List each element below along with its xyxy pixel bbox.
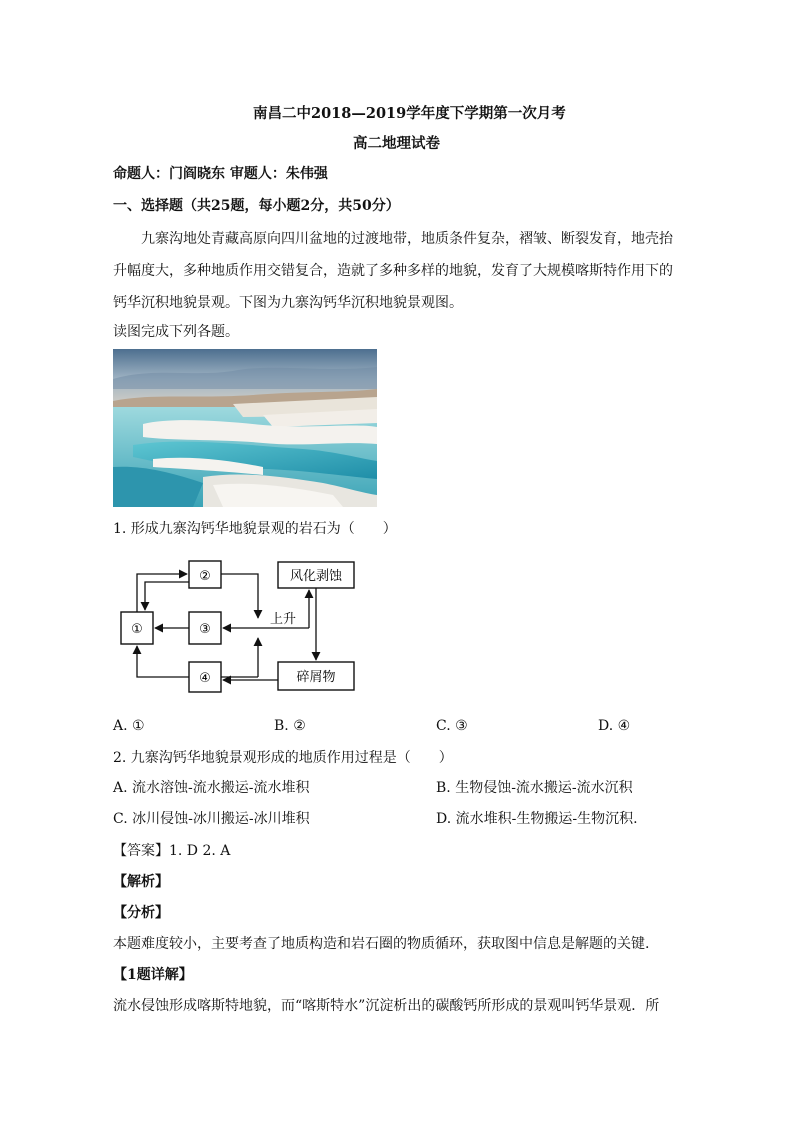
fenxi-text: 本题难度较小，主要考查了地质构造和岩石圈的物质循环，获取图中信息是解题的关键. <box>113 936 650 952</box>
intro-line-2: 升幅度大，多种地质作用交错复合，造就了多种多样的地貌，发育了大规模喀斯特作用下的 <box>113 263 673 279</box>
fenxi-label: 【分析】 <box>113 905 169 921</box>
question-1-option-d: D. ④ <box>598 718 631 734</box>
travertine-landscape-photo <box>113 349 377 507</box>
detail-text: 流水侵蚀形成喀斯特地貌，而“喀斯特水”沉淀析出的碳酸钙所形成的景观叫钙华景观．所 <box>113 998 660 1014</box>
question-2-option-a: A. 流水溶蚀-流水搬运-流水堆积 <box>113 780 310 796</box>
question-2-stem: 2. 九寨沟钙华地貌景观形成的地质作用过程是（ ） <box>113 750 453 766</box>
analysis-label: 【解析】 <box>113 874 169 890</box>
intro-line-1: 九寨沟地处青藏高原向四川盆地的过渡地带，地质条件复杂，褶皱、断裂发育，地壳抬 <box>141 231 673 247</box>
subject-title: 高二地理试卷 <box>353 135 440 152</box>
instruction-line: 读图完成下列各题。 <box>113 324 239 340</box>
authors-line: 命题人：门阎晓东 审题人：朱伟强 <box>113 166 328 182</box>
answer-line: 【答案】1. D 2. A <box>113 843 231 859</box>
uplift-label: 上升 <box>269 612 297 627</box>
exam-title: 南昌二中2018—2019学年度下学期第一次月考 <box>253 105 566 122</box>
rock-cycle-diagram <box>113 550 363 700</box>
question-2-option-d: D. 流水堆积-生物搬运-生物沉积. <box>436 811 638 827</box>
section-heading: 一、选择题（共25题，每小题2分，共50分） <box>113 198 400 214</box>
node-4-label: ④ <box>199 671 211 686</box>
question-2-option-b: B. 生物侵蚀-流水搬运-流水沉积 <box>436 780 633 796</box>
question-1-option-c: C. ③ <box>436 718 468 734</box>
node-1-label: ① <box>131 622 143 637</box>
debris-label: 碎屑物 <box>296 670 336 685</box>
weathering-label: 风化剥蚀 <box>289 569 343 584</box>
question-2-option-c: C. 冰川侵蚀-冰川搬运-冰川堆积 <box>113 811 310 827</box>
question-1-stem: 1. 形成九寨沟钙华地貌景观的岩石为（ ） <box>113 521 397 537</box>
question-1-option-b: B. ② <box>274 718 306 734</box>
node-3-label: ③ <box>199 622 211 637</box>
node-2-label: ② <box>199 569 211 584</box>
question-1-option-a: A. ① <box>113 718 145 734</box>
detail-label: 【1题详解】 <box>113 967 193 983</box>
intro-line-3: 钙华沉积地貌景观。下图为九寨沟钙华沉积地貌景观图。 <box>113 295 463 311</box>
